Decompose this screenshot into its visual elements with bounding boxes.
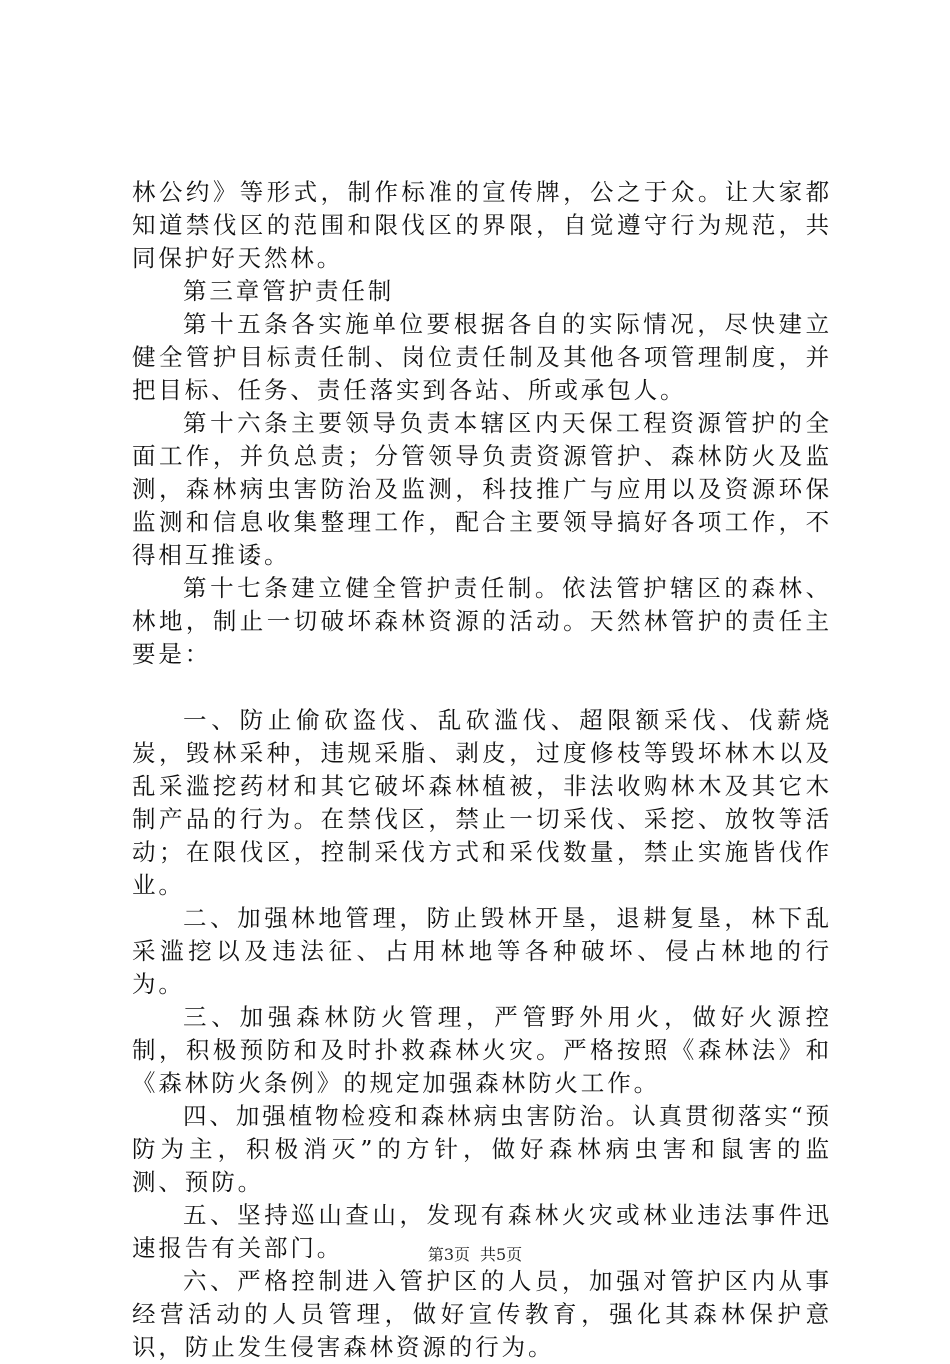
page-number: 第3页 <box>427 1245 470 1264</box>
paragraph-spacer <box>132 671 832 704</box>
duty-item-2: 二、加强林地管理，防止毁林开垦，退耕复垦，林下乱采滥挖以及违法征、占用林地等各种破坏、侵占林地的行为。 <box>132 904 832 998</box>
page-total: 共5页 <box>480 1245 523 1264</box>
paragraph-intro-continuation: 林公约》等形式，制作标准的宣传牌，公之于众。让大家都知道禁伐区的范围和限伐区的界限，自觉遵守行为规范，共同保护好天然林。 <box>132 178 832 272</box>
chapter-heading: 第三章管护责任制 <box>183 277 395 305</box>
duty-item-6: 六、严格控制进入管护区的人员，加强对管护区内从事经营活动的人员管理，做好宣传教育，强化其森林保护意识，防止发生侵害森林资源的行为。 <box>132 1267 832 1361</box>
duty-item-1: 一、防止偷砍盗伐、乱砍滥伐、超限额采伐、伐薪烧炭，毁林采种，违规采脂、剥皮，过度修枝等毁坏林木以及乱采滥挖药材和其它破坏森林植被，非法收购林木及其它木制产品的行为。在禁伐区，禁止一切采伐、采挖、放牧等活动；在限伐区，控制采伐方式和采伐数量，禁止实施皆伐作业。 <box>132 706 832 899</box>
document-body <box>132 176 832 1364</box>
article-16: 第十六条主要领导负责本辖区内天保工程资源管护的全面工作，并负总责；分管领导负责资源管护、森林防火及监测，森林病虫害防治及监测，科技推广与应用以及资源环保监测和信息收集整理工作，配合主要领导搞好各项工作，不得相互推诿。 <box>132 409 832 569</box>
duty-item-5: 五、坚持巡山查山，发现有森林火灾或林业违法事件迅速报告有关部门。 <box>132 1201 832 1262</box>
article-15: 第十五条各实施单位要根据各自的实际情况，尽快建立健全管护目标责任制、岗位责任制及其他各项管理制度，并把目标、任务、责任落实到各站、所或承包人。 <box>132 310 832 404</box>
page-footer <box>0 1245 950 1265</box>
duty-item-4: 四、加强植物检疫和森林病虫害防治。认真贯彻落实“预防为主，积极消灭”的方针，做好森林病虫害和鼠害的监测、预防。 <box>132 1102 832 1196</box>
article-17: 第十七条建立健全管护责任制。依法管护辖区的森林、林地，制止一切破坏森林资源的活动。天然林管护的责任主要是： <box>132 574 832 668</box>
duty-item-3: 三、加强森林防火管理，严管野外用火，做好火源控制，积极预防和及时扑救森林火灾。严格按照《森林法》和《森林防火条例》的规定加强森林防火工作。 <box>132 1003 832 1097</box>
